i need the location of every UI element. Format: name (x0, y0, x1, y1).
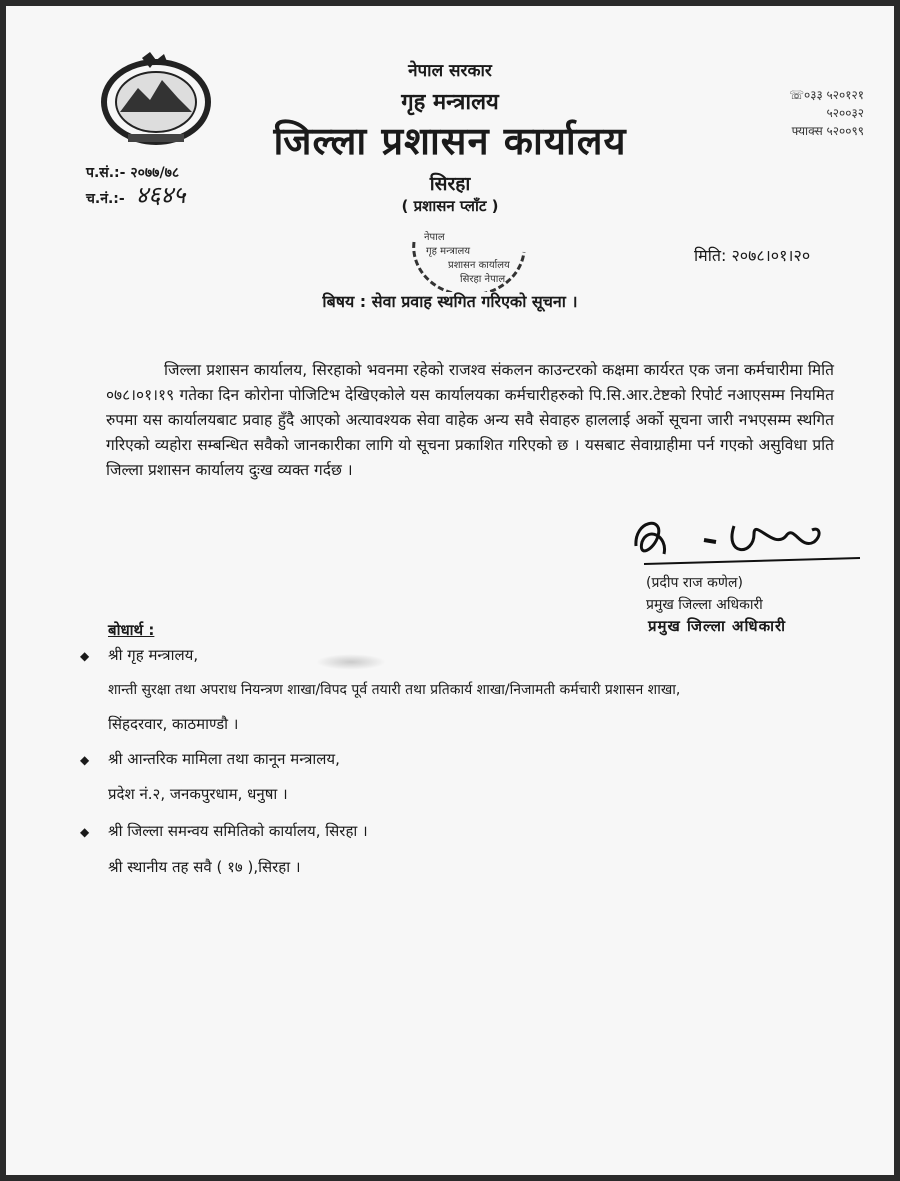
signatory-seal: प्रमुख जिल्ला अधिकारी (648, 617, 787, 635)
government-title: नेपाल सरकार (408, 61, 492, 81)
svg-text:प्रशासन कार्यालय: प्रशासन कार्यालय (448, 260, 510, 271)
recipient-name: श्री गृह मन्त्रालय, (108, 646, 199, 664)
svg-text:नेपाल: नेपाल (424, 232, 445, 243)
signature-icon (624, 506, 864, 576)
smudge-mark (316, 654, 386, 670)
signatory-name: (प्रदीप राज कणेल) (646, 575, 743, 591)
contact-info (744, 86, 864, 140)
recipient-address: प्रदेश नं.२, जनकपुरधाम, धनुषा । (108, 785, 288, 803)
bullet-icon: ◆ (80, 649, 90, 663)
district-note: ( प्रशासन प्लाँट ) (401, 197, 499, 215)
letter-date: मिति: २०७८।०१।२० (694, 246, 811, 265)
district-name: सिरहा (429, 173, 471, 195)
notice-body: जिल्ला प्रशासन कार्यालय, सिरहाको भवनमा रहेको राजश्व संकलन काउन्टरको कक्षमा कार्यरत एक जना कर्मचारीमा मिति ०७८।०१।१९ गतेका दिन कोरोना पोजिटिभ देखिएकोले यस कार्यालयका कर्मचारीहरुको पि.सि.आर.टेष्टको रिपोर्ट नआएसम्म नियमित रुपमा यस कार्यालयबाट प्रवाह हुँदै आएको अत्यावश्यक सेवा वाहेक अन्य सवै सेवाहरु हाललाई अर्को सूचना जारी नभएसम्म स्थगित गरिएको व्यहोरा सम्बन्धित सवैको जानकारीका लागि यो सूचना प्रकाशित गरिएको छ । यसबाट सेवाग्राहीमा पर्न गएको असुविधा प्रति जिल्ला प्रशासन कार्यालय दुःख व्यक्त गर्दछ । (106, 361, 834, 479)
subject-line: बिषय : सेवा प्रवाह स्थगित गरिएको सूचना । (322, 292, 578, 311)
dispatch-number-label: च.नं.:- (86, 191, 125, 207)
recipient-address: सिंहदरवार, काठमाण्डौ । (108, 715, 239, 733)
signatory-title: प्रमुख जिल्ला अधिकारी (646, 597, 763, 613)
distribution-heading: बोधार्थ : (108, 621, 155, 639)
dispatch-number: ४६४५ (135, 181, 186, 209)
letter-page (6, 6, 894, 1175)
recipient-name: श्री स्थानीय तह सवै ( १७ ),सिरहा । (108, 858, 301, 876)
svg-text:गृह मन्त्रालय: गृह मन्त्रालय (426, 246, 471, 257)
bullet-icon: ◆ (80, 753, 90, 767)
fax: फ्याक्स ५२००९९ (791, 124, 864, 138)
phone-1: ☏०३३ ५२०१२१ (789, 88, 864, 102)
distribution-item-3 (80, 820, 368, 843)
distribution-item-1 (80, 644, 198, 667)
distribution-item-4 (80, 856, 301, 878)
recipient-name: श्री आन्तरिक मामिला तथा कानून मन्त्रालय, (108, 750, 340, 768)
letter-number: २०७७/७८ (130, 165, 180, 181)
ministry-title: गृह मन्त्रालय (401, 90, 499, 115)
distribution-item-2 (80, 748, 340, 771)
office-stamp-icon (394, 182, 544, 292)
recipient-detail: शान्ती सुरक्षा तथा अपराध नियन्त्रण शाखा/विपद पूर्व तयारी तथा प्रतिकार्य शाखा/निजामती कर्मचारी प्रशासन शाखा, (108, 682, 681, 698)
signatory-block (646, 572, 763, 616)
letter-number-label: प.सं.:- (86, 165, 126, 181)
svg-text:सिरहा नेपाल: सिरहा नेपाल (460, 274, 506, 285)
bullet-icon: ◆ (80, 825, 90, 839)
office-title: जिल्ला प्रशासन कार्यालय (273, 119, 627, 163)
recipient-name: श्री जिल्ला समन्वय समितिको कार्यालय, सिरहा । (108, 822, 368, 840)
phone-2: ५२००३२ (826, 106, 864, 120)
